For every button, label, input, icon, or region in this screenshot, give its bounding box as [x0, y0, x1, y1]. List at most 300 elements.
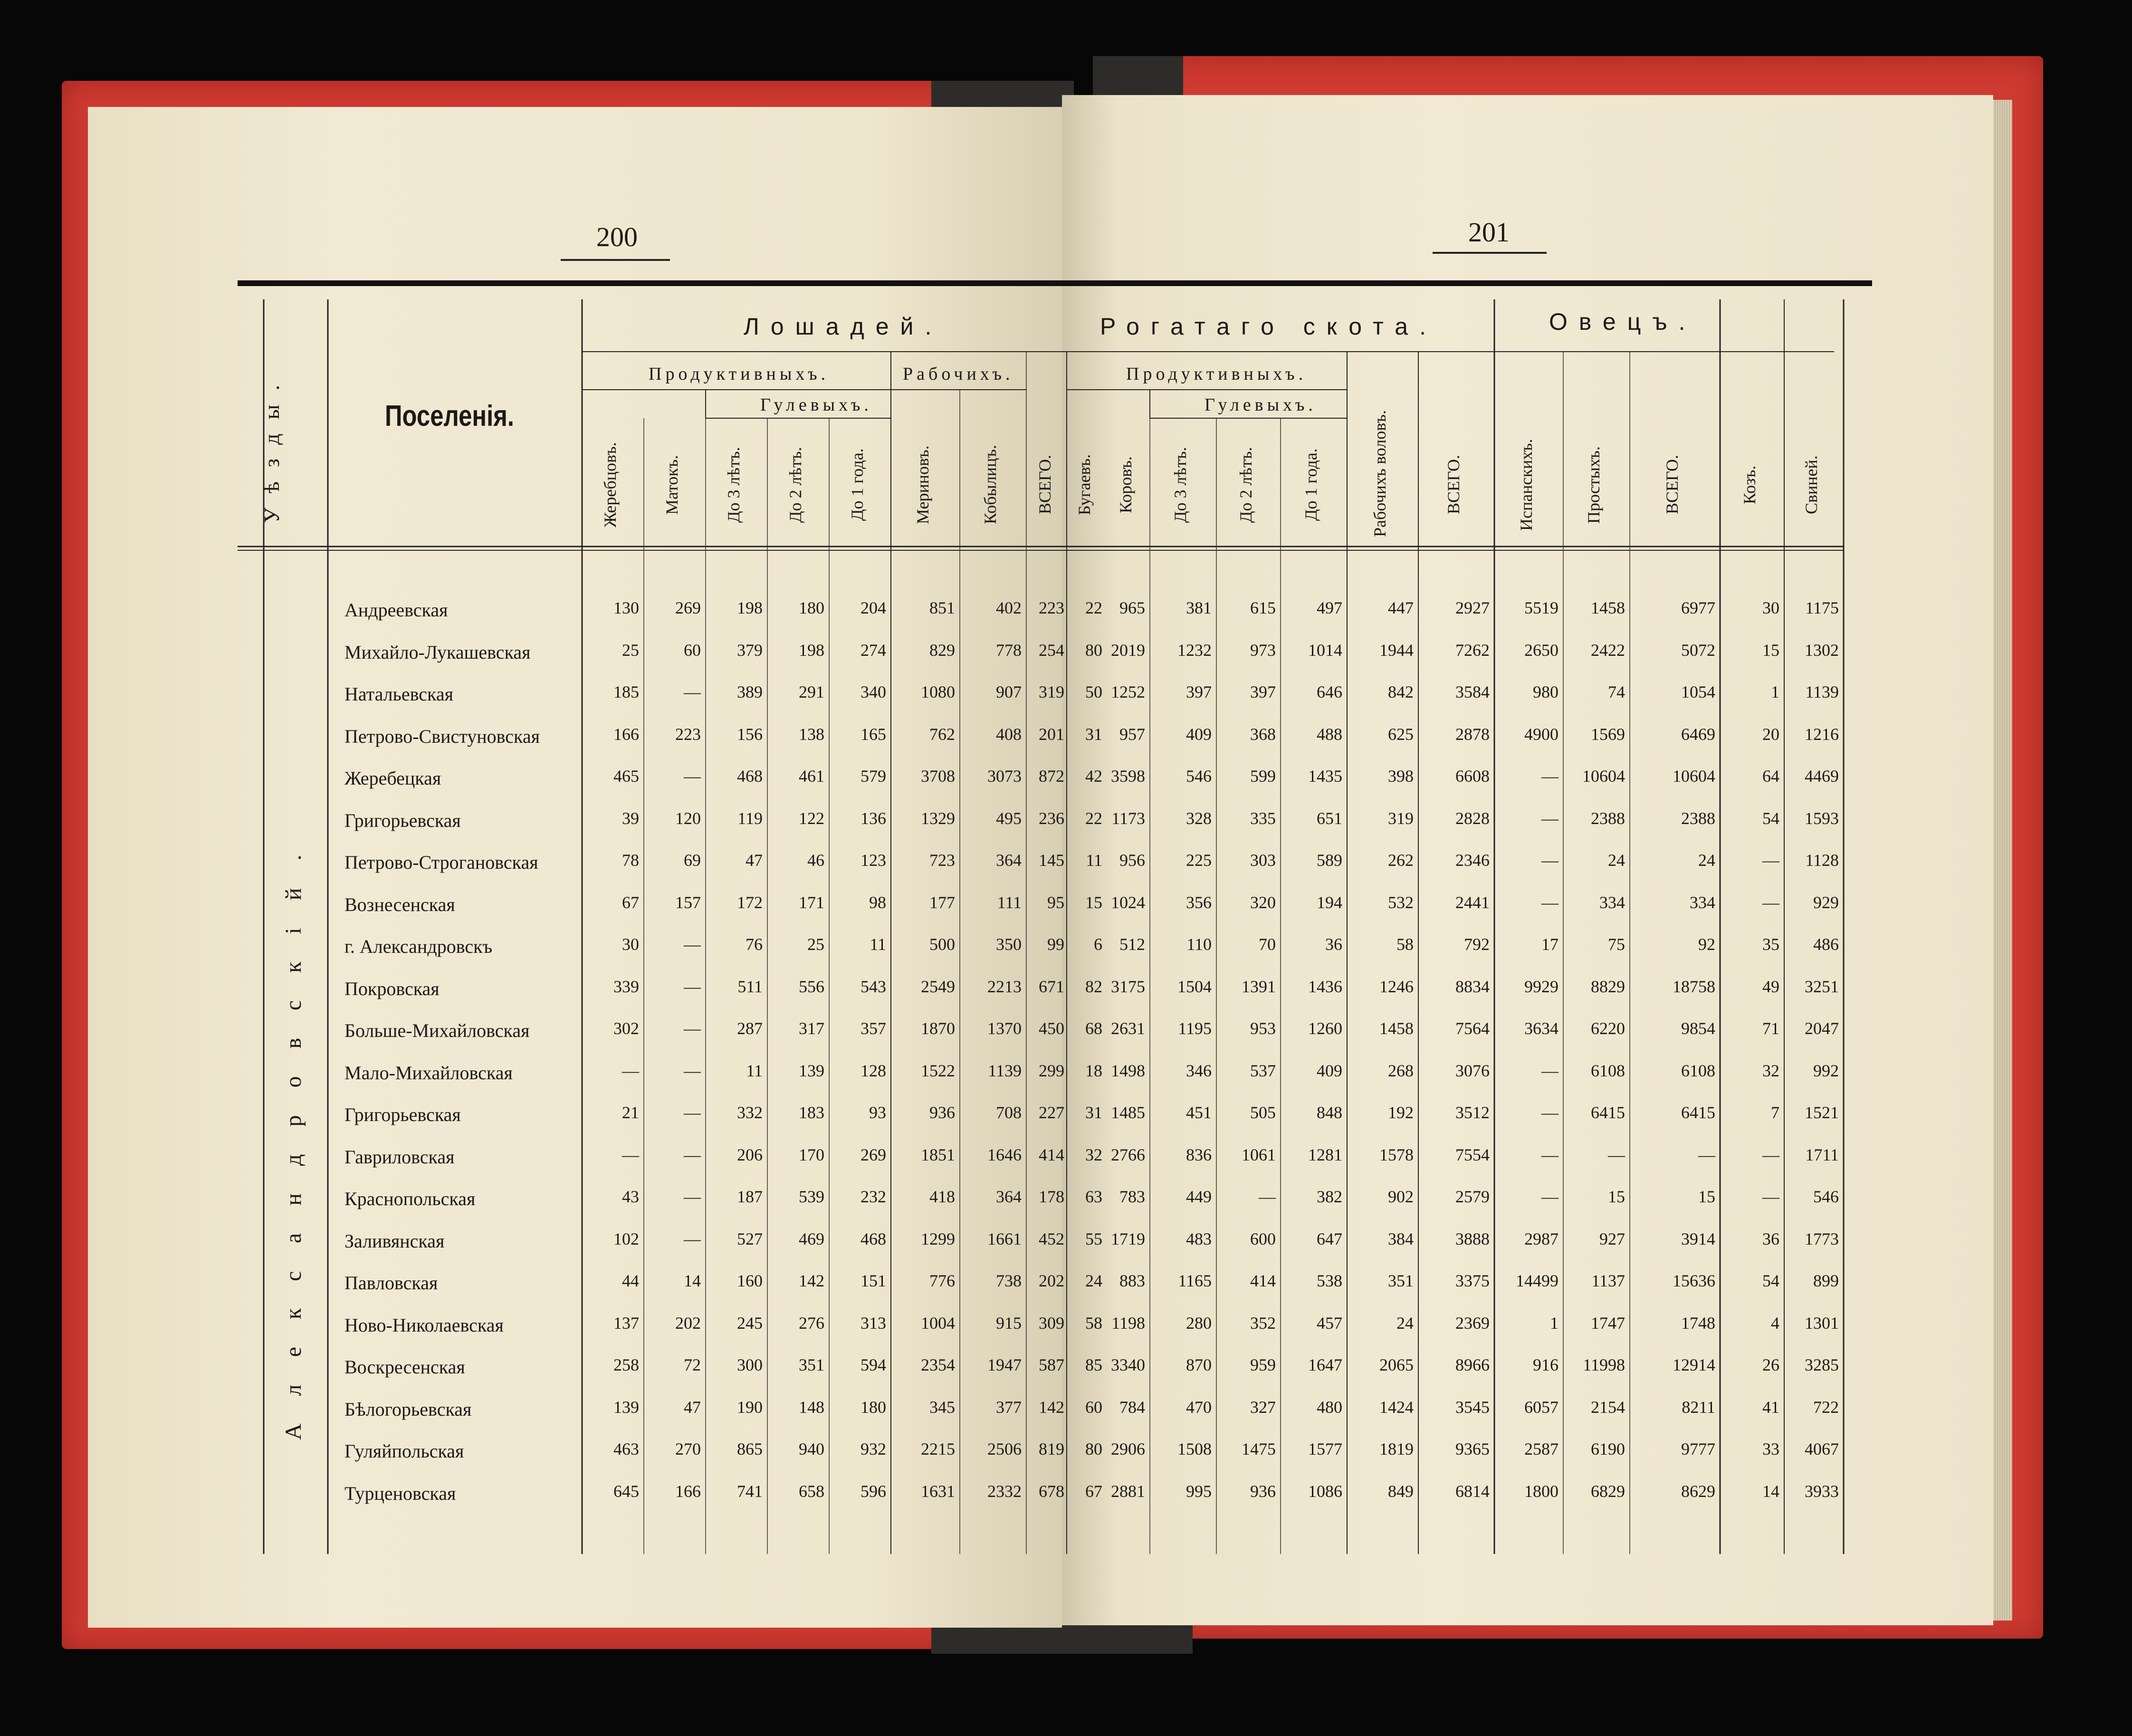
cell-col-9: 22: [1085, 808, 1102, 828]
settlement-name: г. Александровскъ: [344, 936, 493, 957]
cell-col-14: 842: [1388, 682, 1414, 701]
cell-col-20: 3933: [1805, 1481, 1839, 1501]
cell-col-15: 6814: [1455, 1481, 1490, 1501]
column-header-5: До 1 года.: [848, 448, 867, 521]
cell-col-19: 36: [1762, 1229, 1779, 1248]
cell-col-11: 870: [1186, 1355, 1212, 1374]
column-header-13: До 1 года.: [1301, 448, 1320, 521]
cell-col-9: 24: [1085, 1271, 1102, 1290]
cell-col-2: 270: [675, 1439, 701, 1458]
cell-col-13: 1577: [1308, 1439, 1342, 1458]
cell-col-19: 64: [1762, 767, 1779, 786]
settlement-name: Петрово-Свистуновская: [344, 725, 540, 747]
settlement-name: Гавриловская: [344, 1146, 455, 1168]
cell-col-17: 1458: [1591, 598, 1625, 617]
cell-col-14: 384: [1388, 1229, 1414, 1248]
district-name: Александровскій.: [281, 827, 306, 1440]
column-header-18: ВСЕГО.: [1663, 455, 1682, 515]
cell-col-12: 70: [1259, 935, 1276, 954]
cell-col-2: 157: [675, 892, 701, 912]
cell-col-11: 397: [1186, 682, 1212, 701]
cell-col-14: 532: [1388, 892, 1414, 912]
cell-col-4: 183: [799, 1103, 824, 1122]
cell-col-17: 6415: [1591, 1103, 1625, 1122]
cell-col-15: 2369: [1455, 1313, 1490, 1333]
cell-col-8: 99: [1047, 935, 1064, 954]
cell-col-5: 123: [860, 851, 886, 870]
cell-col-15: 8966: [1455, 1355, 1490, 1374]
cell-col-16: 2987: [1524, 1229, 1558, 1248]
horses-working-header: Рабочихъ.: [903, 364, 1014, 384]
cell-col-20: 1301: [1805, 1313, 1839, 1333]
cell-col-5: 204: [860, 598, 886, 617]
table-row: [238, 1389, 1872, 1430]
cell-col-18: 3914: [1681, 1229, 1715, 1248]
cell-col-18: 10604: [1673, 767, 1715, 786]
table-row: [238, 1304, 1872, 1346]
cell-col-19: —: [1762, 851, 1779, 870]
cell-col-11: 110: [1186, 935, 1212, 954]
cell-col-14: 1424: [1379, 1397, 1414, 1417]
cell-col-17: 6829: [1591, 1481, 1625, 1501]
cell-col-10: 512: [1119, 935, 1145, 954]
cell-col-1: 463: [613, 1439, 639, 1458]
cell-col-20: 992: [1813, 1061, 1839, 1080]
cell-col-8: 872: [1039, 767, 1064, 786]
column-header-6: Мериновъ.: [913, 445, 932, 524]
cell-col-6: 776: [929, 1271, 955, 1290]
cell-col-16: 5519: [1524, 598, 1558, 617]
cell-col-6: 1299: [921, 1229, 955, 1248]
spine-cloth-bottom-left: [931, 1625, 1074, 1654]
cell-col-5: 232: [860, 1187, 886, 1206]
cell-col-4: 351: [799, 1355, 824, 1374]
cell-col-14: 1819: [1379, 1439, 1414, 1458]
cell-col-13: 497: [1317, 598, 1342, 617]
cell-col-6: 2354: [921, 1355, 955, 1374]
table-row: [238, 1136, 1872, 1178]
cell-col-6: 762: [929, 724, 955, 744]
page-number-underline-right: [1433, 252, 1547, 254]
settlement-name: Воскресенская: [344, 1356, 465, 1378]
cell-col-11: 346: [1186, 1061, 1212, 1080]
cell-col-16: 9929: [1524, 977, 1558, 996]
cell-col-15: 7564: [1455, 1019, 1490, 1038]
cell-col-20: 899: [1813, 1271, 1839, 1290]
cell-col-18: 18758: [1673, 977, 1715, 996]
cell-col-1: 645: [613, 1481, 639, 1501]
cell-col-7: 495: [996, 808, 1022, 828]
cell-col-9: 42: [1085, 767, 1102, 786]
cell-col-17: 15: [1608, 1187, 1625, 1206]
cell-col-7: 907: [996, 682, 1022, 701]
table-row: [238, 884, 1872, 926]
cell-col-1: 30: [622, 935, 639, 954]
cell-col-14: 447: [1388, 598, 1414, 617]
column-header-10: Коровъ.: [1116, 456, 1135, 513]
cell-col-12: 397: [1250, 682, 1276, 701]
cell-col-3: 47: [746, 851, 763, 870]
cell-col-18: —: [1698, 1145, 1715, 1164]
cell-col-10: 2881: [1111, 1481, 1145, 1501]
cell-col-6: 1329: [921, 808, 955, 828]
column-header-15: ВСЕГО.: [1444, 455, 1463, 515]
cell-col-6: 1851: [921, 1145, 955, 1164]
cell-col-18: 24: [1698, 851, 1715, 870]
cell-col-3: 379: [737, 640, 763, 660]
cell-col-10: 2631: [1111, 1019, 1145, 1038]
cell-col-7: 350: [996, 935, 1022, 954]
cell-col-2: 223: [675, 724, 701, 744]
cell-col-11: 1165: [1178, 1271, 1212, 1290]
cell-col-12: 303: [1250, 851, 1276, 870]
cell-col-13: 1436: [1308, 977, 1342, 996]
cell-col-4: 556: [799, 977, 824, 996]
cell-col-2: 202: [675, 1313, 701, 1333]
cell-col-15: 3512: [1455, 1103, 1490, 1122]
cell-col-12: 936: [1250, 1481, 1276, 1501]
cell-col-12: 615: [1250, 598, 1276, 617]
cell-col-5: 128: [860, 1061, 886, 1080]
cell-col-20: 3251: [1805, 977, 1839, 996]
cell-col-15: 3545: [1455, 1397, 1490, 1417]
cell-col-15: 6608: [1455, 767, 1490, 786]
cell-col-2: —: [684, 1103, 701, 1122]
cell-col-12: 1061: [1242, 1145, 1276, 1164]
cell-col-3: 172: [737, 892, 763, 912]
cell-col-6: 1004: [921, 1313, 955, 1333]
cell-col-1: 44: [622, 1271, 639, 1290]
cell-col-18: 8629: [1681, 1481, 1715, 1501]
cell-col-7: 1139: [988, 1061, 1022, 1080]
cell-col-5: 340: [860, 682, 886, 701]
cell-col-12: 537: [1250, 1061, 1276, 1080]
cell-col-20: 3285: [1805, 1355, 1839, 1374]
cell-col-11: 1508: [1177, 1439, 1212, 1458]
cell-col-11: 546: [1186, 767, 1212, 786]
table-row: [238, 1473, 1872, 1515]
cell-col-2: —: [684, 1229, 701, 1248]
column-header-8: ВСЕГО.: [1035, 455, 1054, 515]
cell-col-9: 6: [1094, 935, 1102, 954]
cell-col-1: 137: [613, 1313, 639, 1333]
cell-col-20: 4469: [1805, 767, 1839, 786]
cell-col-8: 671: [1039, 977, 1064, 996]
cell-col-17: 6220: [1591, 1019, 1625, 1038]
cell-col-3: 245: [737, 1313, 763, 1333]
cell-col-7: 1370: [987, 1019, 1022, 1038]
cell-col-16: —: [1541, 1103, 1558, 1122]
cell-col-19: 1: [1771, 682, 1779, 701]
cell-col-4: 469: [799, 1229, 824, 1248]
cell-col-2: —: [684, 935, 701, 954]
cell-col-7: 377: [996, 1397, 1022, 1417]
table-row: [238, 716, 1872, 758]
cell-col-20: 1216: [1805, 724, 1839, 744]
cell-col-9: 32: [1085, 1145, 1102, 1164]
settlement-name: Мало-Михайловская: [344, 1062, 513, 1084]
cell-col-8: 414: [1039, 1145, 1064, 1164]
cell-col-5: 93: [869, 1103, 886, 1122]
cell-col-13: 1014: [1308, 640, 1342, 660]
table-row: [238, 1430, 1872, 1472]
cell-col-9: 82: [1085, 977, 1102, 996]
settlement-name: Гуляйпольская: [344, 1440, 464, 1462]
cell-col-17: 2154: [1591, 1397, 1625, 1417]
cell-col-14: 902: [1388, 1187, 1414, 1206]
cell-col-7: 408: [996, 724, 1022, 744]
cell-col-7: 778: [996, 640, 1022, 660]
cell-col-6: 829: [929, 640, 955, 660]
cell-col-5: 136: [860, 808, 886, 828]
cell-col-4: 138: [799, 724, 824, 744]
cell-col-17: 927: [1599, 1229, 1625, 1248]
cell-col-11: 449: [1186, 1187, 1212, 1206]
cell-col-11: 451: [1186, 1103, 1212, 1122]
cell-col-15: 7554: [1455, 1145, 1490, 1164]
cell-col-3: 511: [737, 977, 763, 996]
cell-col-16: 4900: [1524, 724, 1558, 744]
cell-col-2: 269: [675, 598, 701, 617]
cell-col-2: —: [684, 682, 701, 701]
cell-col-8: 95: [1047, 892, 1064, 912]
cell-col-8: 227: [1039, 1103, 1064, 1122]
cell-col-11: 409: [1186, 724, 1212, 744]
cell-col-2: 47: [684, 1397, 701, 1417]
cell-col-8: 145: [1039, 851, 1064, 870]
cell-col-1: 139: [613, 1397, 639, 1417]
cell-col-17: 2422: [1591, 640, 1625, 660]
cell-col-1: —: [622, 1145, 639, 1164]
cell-col-12: 352: [1250, 1313, 1276, 1333]
cell-col-13: 480: [1317, 1397, 1342, 1417]
cell-col-14: 1578: [1379, 1145, 1414, 1164]
settlement-name: Ново-Николаевская: [344, 1314, 504, 1336]
sheep-title: Овецъ.: [1549, 308, 1697, 335]
cell-col-18: 15636: [1673, 1271, 1715, 1290]
cell-col-11: 995: [1186, 1481, 1212, 1501]
cell-col-1: 102: [613, 1229, 639, 1248]
cell-col-17: 6108: [1591, 1061, 1625, 1080]
cell-col-13: 1281: [1308, 1145, 1342, 1164]
cell-col-5: 313: [860, 1313, 886, 1333]
cell-col-10: 965: [1119, 598, 1145, 617]
cell-col-20: 929: [1813, 892, 1839, 912]
cell-col-4: 940: [799, 1439, 824, 1458]
cell-col-2: 120: [675, 808, 701, 828]
table-row: [238, 589, 1872, 631]
cell-col-6: 2549: [921, 977, 955, 996]
cell-col-19: —: [1762, 1145, 1779, 1164]
cell-col-14: 625: [1388, 724, 1414, 744]
cell-col-12: 599: [1250, 767, 1276, 786]
cell-col-13: 538: [1317, 1271, 1342, 1290]
cell-col-19: 32: [1762, 1061, 1779, 1080]
cell-col-20: 1773: [1805, 1229, 1839, 1248]
cell-col-18: 15: [1698, 1187, 1715, 1206]
cell-col-16: —: [1541, 1145, 1558, 1164]
cell-col-5: 932: [860, 1439, 886, 1458]
cell-col-7: 1661: [987, 1229, 1022, 1248]
cell-col-20: 1521: [1805, 1103, 1839, 1122]
cell-col-8: 309: [1039, 1313, 1064, 1333]
cell-col-10: 3340: [1111, 1355, 1145, 1374]
cell-col-14: 1458: [1379, 1019, 1414, 1038]
cell-col-20: 546: [1813, 1187, 1839, 1206]
cell-col-4: 276: [799, 1313, 824, 1333]
cell-col-10: 2906: [1111, 1439, 1145, 1458]
cell-col-12: 320: [1250, 892, 1276, 912]
cell-col-20: 1139: [1805, 682, 1839, 701]
cell-col-19: 26: [1762, 1355, 1779, 1374]
cell-col-9: 67: [1085, 1481, 1102, 1501]
cell-col-8: 450: [1039, 1019, 1064, 1038]
column-header-11: До 3 лѣтъ.: [1171, 447, 1190, 523]
cell-col-2: 14: [684, 1271, 701, 1290]
cell-col-1: 339: [613, 977, 639, 996]
cell-col-20: 1711: [1805, 1145, 1839, 1164]
cell-col-7: 738: [996, 1271, 1022, 1290]
settlement-name: Турценовская: [344, 1482, 456, 1504]
cell-col-1: 302: [613, 1019, 639, 1038]
cell-col-9: 18: [1085, 1061, 1102, 1080]
cell-col-13: 651: [1317, 808, 1342, 828]
spine-cloth-bottom-right: [1064, 1621, 1193, 1654]
cell-col-17: —: [1608, 1145, 1625, 1164]
cell-col-6: 345: [929, 1397, 955, 1417]
cell-col-1: 21: [622, 1103, 639, 1122]
cell-col-12: —: [1259, 1187, 1276, 1206]
page-number-left: 200: [596, 221, 638, 252]
cell-col-13: 1260: [1308, 1019, 1342, 1038]
table-row: [238, 926, 1872, 968]
cell-col-3: 11: [746, 1061, 763, 1080]
table-row: [238, 1094, 1872, 1136]
cell-col-10: 1719: [1111, 1229, 1145, 1248]
cell-col-8: 142: [1039, 1397, 1064, 1417]
cell-col-4: 317: [799, 1019, 824, 1038]
cell-col-15: 3584: [1455, 682, 1490, 701]
cell-col-7: 402: [996, 598, 1022, 617]
column-header-17: Простыхъ.: [1584, 446, 1603, 524]
settlement-name: Бѣлогорьевская: [344, 1398, 472, 1420]
cell-col-18: 334: [1690, 892, 1715, 912]
cell-col-4: 461: [799, 767, 824, 786]
cell-col-13: 1435: [1308, 767, 1342, 786]
cell-col-18: 6469: [1681, 724, 1715, 744]
cell-col-15: 3888: [1455, 1229, 1490, 1248]
cell-col-13: 409: [1317, 1061, 1342, 1080]
settlement-name: Больше-Михайловская: [344, 1020, 530, 1041]
cell-col-4: 122: [799, 808, 824, 828]
cell-col-9: 63: [1085, 1187, 1102, 1206]
cell-col-14: 58: [1396, 935, 1414, 954]
cell-col-16: —: [1541, 767, 1558, 786]
cell-col-5: 594: [860, 1355, 886, 1374]
table-row: [238, 1010, 1872, 1052]
column-header-3: До 3 лѣтъ.: [724, 447, 743, 523]
cell-col-2: —: [684, 1145, 701, 1164]
cell-col-1: 39: [622, 808, 639, 828]
cell-col-11: 836: [1186, 1145, 1212, 1164]
cell-col-15: 792: [1464, 935, 1490, 954]
cell-col-19: 4: [1771, 1313, 1779, 1333]
cell-col-1: 185: [613, 682, 639, 701]
cell-col-10: 1252: [1111, 682, 1145, 701]
column-header-20: Свиней.: [1801, 455, 1821, 514]
cell-col-13: 1647: [1308, 1355, 1342, 1374]
cell-col-14: 24: [1396, 1313, 1414, 1333]
cell-col-19: 20: [1762, 724, 1779, 744]
horses-title: Лошадей.: [744, 313, 943, 340]
cell-col-15: 3076: [1455, 1061, 1490, 1080]
cell-col-3: 527: [737, 1229, 763, 1248]
cell-col-20: 1302: [1805, 640, 1839, 660]
cell-col-16: —: [1541, 851, 1558, 870]
cell-col-10: 3598: [1111, 767, 1145, 786]
column-header-2: Матокъ.: [662, 455, 681, 515]
column-header-9: Бугаевъ.: [1074, 454, 1094, 516]
cell-col-4: 148: [799, 1397, 824, 1417]
cell-col-6: 500: [929, 935, 955, 954]
cell-col-20: 1593: [1805, 808, 1839, 828]
cell-col-15: 2878: [1455, 724, 1490, 744]
cell-col-7: 111: [997, 892, 1022, 912]
cell-col-10: 3175: [1111, 977, 1145, 996]
cell-col-18: 9854: [1681, 1019, 1715, 1038]
cell-col-10: 783: [1119, 1187, 1145, 1206]
horses-gulevykh-header: Гулевыхъ.: [760, 395, 872, 415]
cell-col-10: 1198: [1111, 1313, 1145, 1333]
table-row: [238, 632, 1872, 673]
cell-col-5: 579: [860, 767, 886, 786]
cell-col-4: 142: [799, 1271, 824, 1290]
cell-col-9: 31: [1085, 724, 1102, 744]
cell-col-13: 194: [1317, 892, 1342, 912]
cell-col-17: 6190: [1591, 1439, 1625, 1458]
cell-col-12: 505: [1250, 1103, 1276, 1122]
cell-col-12: 1391: [1242, 977, 1276, 996]
cell-col-8: 202: [1039, 1271, 1064, 1290]
cell-col-20: 1175: [1805, 598, 1839, 617]
settlement-name: Григорьевская: [344, 1104, 461, 1125]
horses-productive-header: Продуктивныхъ.: [649, 364, 830, 384]
column-header-12: До 2 лѣтъ.: [1236, 447, 1255, 523]
cell-col-5: 11: [870, 935, 886, 954]
cell-col-16: 980: [1533, 682, 1558, 701]
cell-col-5: 543: [860, 977, 886, 996]
cell-col-12: 973: [1250, 640, 1276, 660]
cattle-title: Рогатаго скота.: [1100, 313, 1437, 340]
cell-col-2: 166: [675, 1481, 701, 1501]
cell-col-6: 1631: [921, 1481, 955, 1501]
column-header-14: Рабочихъ воловъ.: [1370, 410, 1389, 537]
cell-col-4: 25: [807, 935, 824, 954]
cell-col-4: 171: [799, 892, 824, 912]
column-header-1: Жеребцовъ.: [601, 442, 620, 528]
cell-col-2: 72: [684, 1355, 701, 1374]
cell-col-4: 139: [799, 1061, 824, 1080]
cell-col-16: 916: [1533, 1355, 1558, 1374]
cell-col-7: 2332: [987, 1481, 1022, 1501]
cell-col-11: 356: [1186, 892, 1212, 912]
cell-col-3: 332: [737, 1103, 763, 1122]
cell-col-1: 78: [622, 851, 639, 870]
cell-col-9: 55: [1085, 1229, 1102, 1248]
cell-col-18: 12914: [1673, 1355, 1715, 1374]
cell-col-8: 452: [1039, 1229, 1064, 1248]
cell-col-17: 75: [1608, 935, 1625, 954]
